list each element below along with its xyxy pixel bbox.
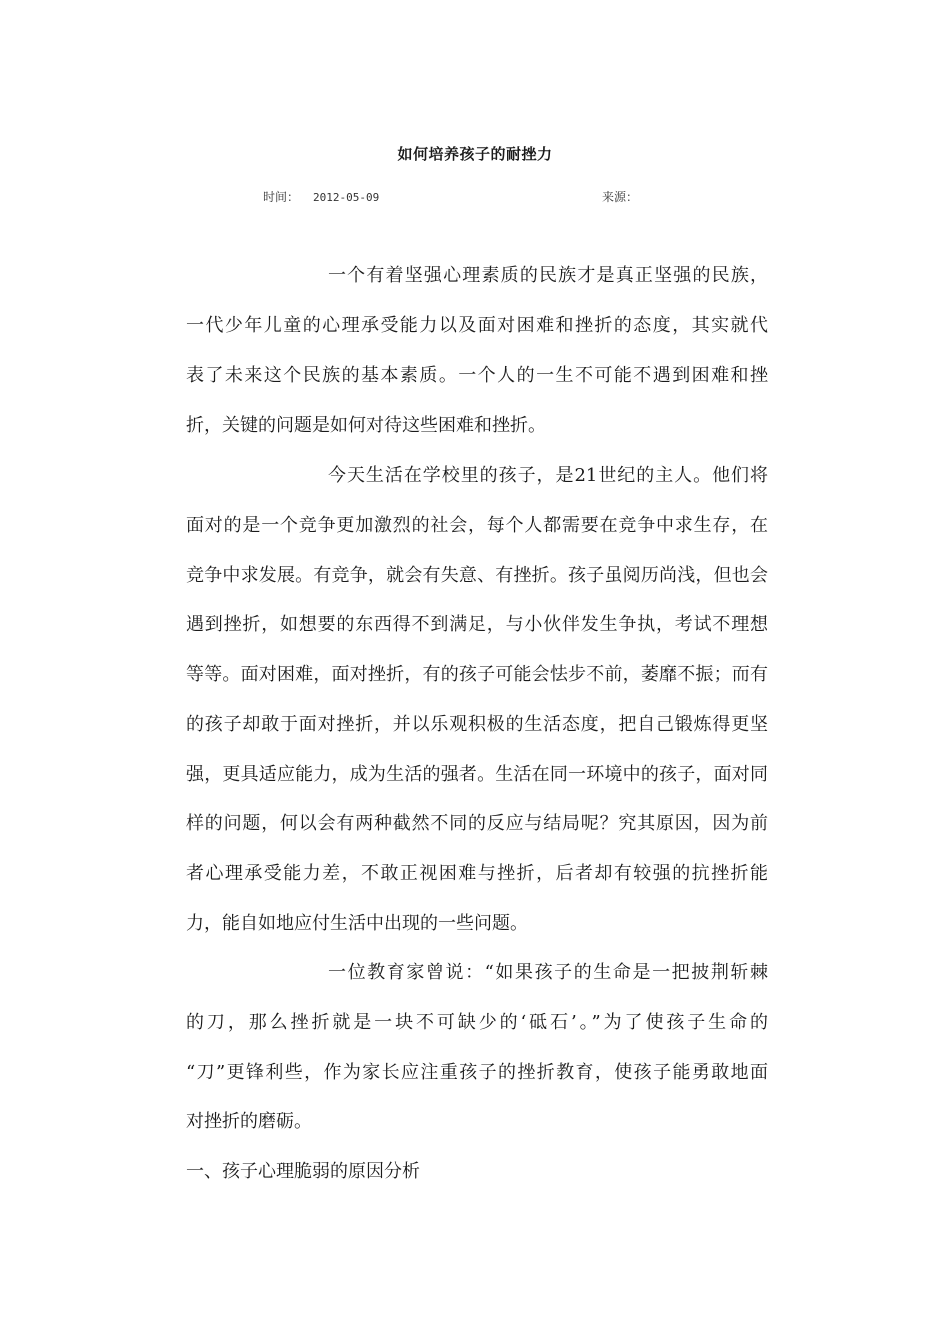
paragraph-line: 对挫折的磨砺。 [186, 1111, 312, 1132]
paragraph-line: 等等。面对困难，面对挫折，有的孩子可能会怯步不前，萎靡不振；而有 [186, 664, 768, 685]
paragraph-line: 一位教育家曾说：“如果孩子的生命是一把披荆斩棘 [328, 962, 768, 983]
publish-time [263, 188, 379, 205]
paragraph-line: 表了未来这个民族的基本素质。一个人的一生不可能不遇到困难和挫 [186, 365, 768, 386]
paragraph-line: 样的问题，何以会有两种截然不同的反应与结局呢？究其原因，因为前 [186, 813, 768, 834]
paragraph-line: 折，关键的问题是如何对待这些困难和挫折。 [186, 415, 546, 436]
paragraph-line: 一代少年儿童的心理承受能力以及面对困难和挫折的态度，其实就代 [186, 315, 768, 336]
paragraph-line: 力，能自如地应付生活中出现的一些问题。 [186, 913, 528, 934]
paragraph-line: “刀”更锋利些，作为家长应注重孩子的挫折教育，使孩子能勇敢地面 [186, 1062, 768, 1083]
time-value: 2012-05-09 [313, 191, 380, 204]
paragraph-line: 的孩子却敢于面对挫折，并以乐观积极的生活态度，把自己锻炼得更坚 [186, 714, 768, 735]
section-heading: 一、孩子心理脆弱的原因分析 [186, 1161, 420, 1182]
paragraph-line: 的刀，那么挫折就是一块不可缺少的‘砥石’。”为了使孩子生命的 [186, 1012, 768, 1033]
paragraph-line: 强，更具适应能力，成为生活的强者。生活在同一环境中的孩子，面对同 [186, 764, 768, 785]
paragraph-line: 今天生活在学校里的孩子，是21世纪的主人。他们将 [328, 465, 768, 486]
paragraph-line: 遇到挫折，如想要的东西得不到满足，与小伙伴发生争执，考试不理想 [186, 614, 768, 635]
time-label: 时间： [263, 190, 300, 204]
paragraph-line: 者心理承受能力差，不敢正视困难与挫折，后者却有较强的抗挫折能 [186, 863, 768, 884]
document-title: 如何培养孩子的耐挫力 [397, 145, 553, 163]
paragraph-line: 一个有着坚强心理素质的民族才是真正坚强的民族， [328, 265, 768, 286]
source-label: 来源： [602, 190, 639, 204]
paragraph-line: 面对的是一个竞争更加激烈的社会，每个人都需要在竞争中求生存，在 [186, 515, 768, 536]
paragraph-line: 竞争中求发展。有竞争，就会有失意、有挫折。孩子虽阅历尚浅，但也会 [186, 565, 768, 586]
